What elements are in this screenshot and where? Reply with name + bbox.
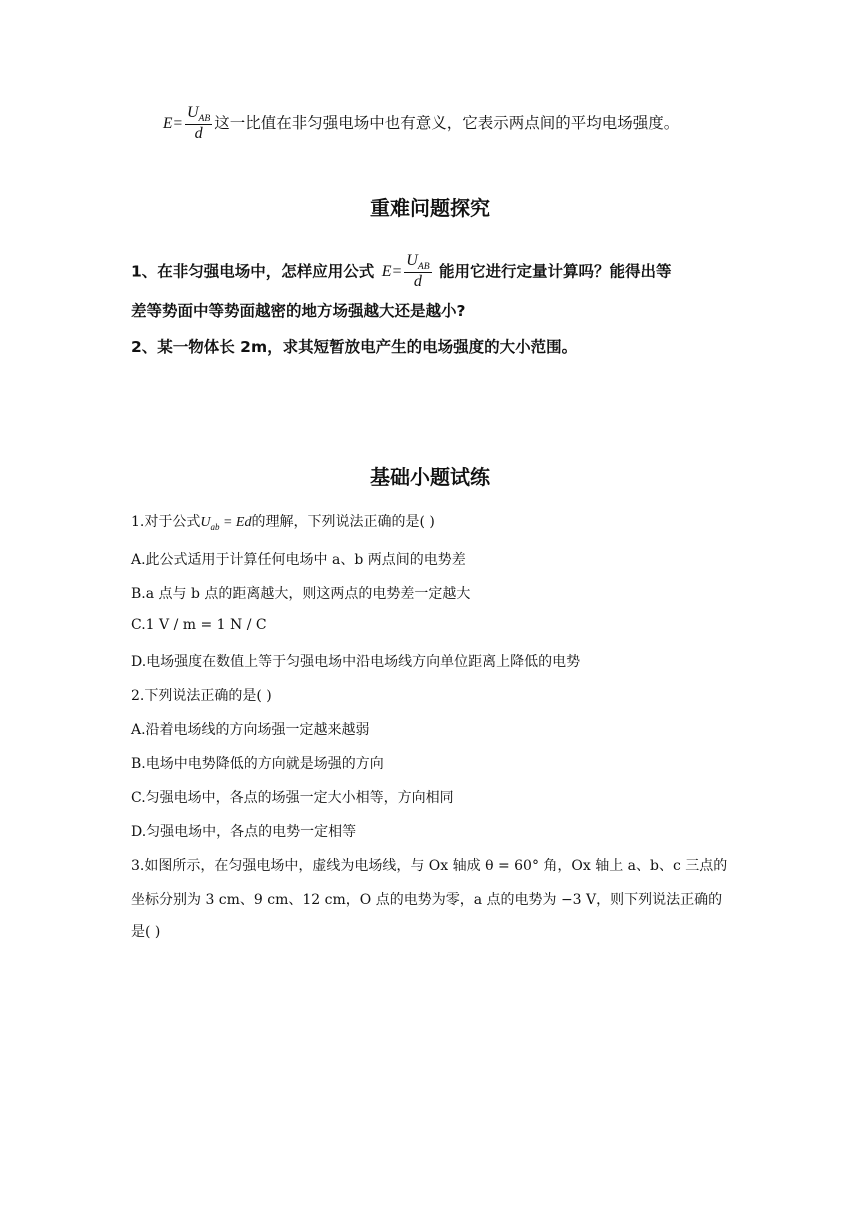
question-1-option-a: A.此公式适用于计算任何电场中 a、b 两点间的电势差 [131,552,466,568]
question-2-option-c: C.匀强电场中，各点的场强一定大小相等，方向相同 [131,790,454,806]
question-3-line3: 是( ) [131,924,161,940]
question-2-stem: 2.下列说法正确的是( ) [131,688,272,704]
intro-formula-fraction: $\frac{U_{AB}}{d}$ [186,104,211,143]
question-2-option-b: B.电场中电势降低的方向就是场强的方向 [131,756,384,772]
question-3-line1: 3.如图所示，在匀强电场中，虚线为电场线，与 Ox 轴成 θ = 60° 角，Ox 轴上 a、b、c 三点的 [131,858,728,874]
intro-line [163,104,679,144]
section1-question-2: 2、某一物体长 2m，求其短暂放电产生的电场强度的大小范围。 [131,338,578,356]
section1-question-1-line2: 差等势面中等势面越密的地方场强越大还是越小? [131,302,466,320]
question-1-formula: $U_{ab} = Ed$ [200,515,252,532]
section1-formula-fraction: E= [381,262,403,280]
section1-formula-fraction-body: $\frac{U_{AB}}{d}$ [406,252,430,291]
question-1-option-c: C.1 V / m = 1 N / C [131,617,267,633]
section1-question-1-line1: 1、在非匀强电场中，怎样应用公式 E= $\frac{U_{AB}}{d}$ 能用它进行定量计算吗？能得出等 [131,252,672,291]
question-1-option-d: D.电场强度在数值上等于匀强电场中沿电场线方向单位距离上降低的电势 [131,654,581,670]
intro-text: 这一比值在非匀强电场中也有意义，它表示两点间的平均电场强度。 [214,113,680,132]
question-2-option-a: A.沿着电场线的方向场强一定越来越弱 [131,722,370,738]
section-heading-1: 重难问题探究 [370,196,490,220]
question-3-line2: 坐标分别为 3 cm、9 cm、12 cm，O 点的电势为零，a 点的电势为 −3 V，则下列说法正确的 [131,892,723,908]
question-2-option-d: D.匀强电场中，各点的电势一定相等 [131,824,357,840]
intro-formula-lhs: E= [163,114,183,132]
question-1-stem: 1.对于公式$U_{ab} = Ed$的理解，下列说法正确的是( ) [131,514,435,532]
question-1-option-b: B.a 点与 b 点的距离越大，则这两点的电势差一定越大 [131,586,471,602]
section-heading-2: 基础小题试练 [370,465,490,489]
